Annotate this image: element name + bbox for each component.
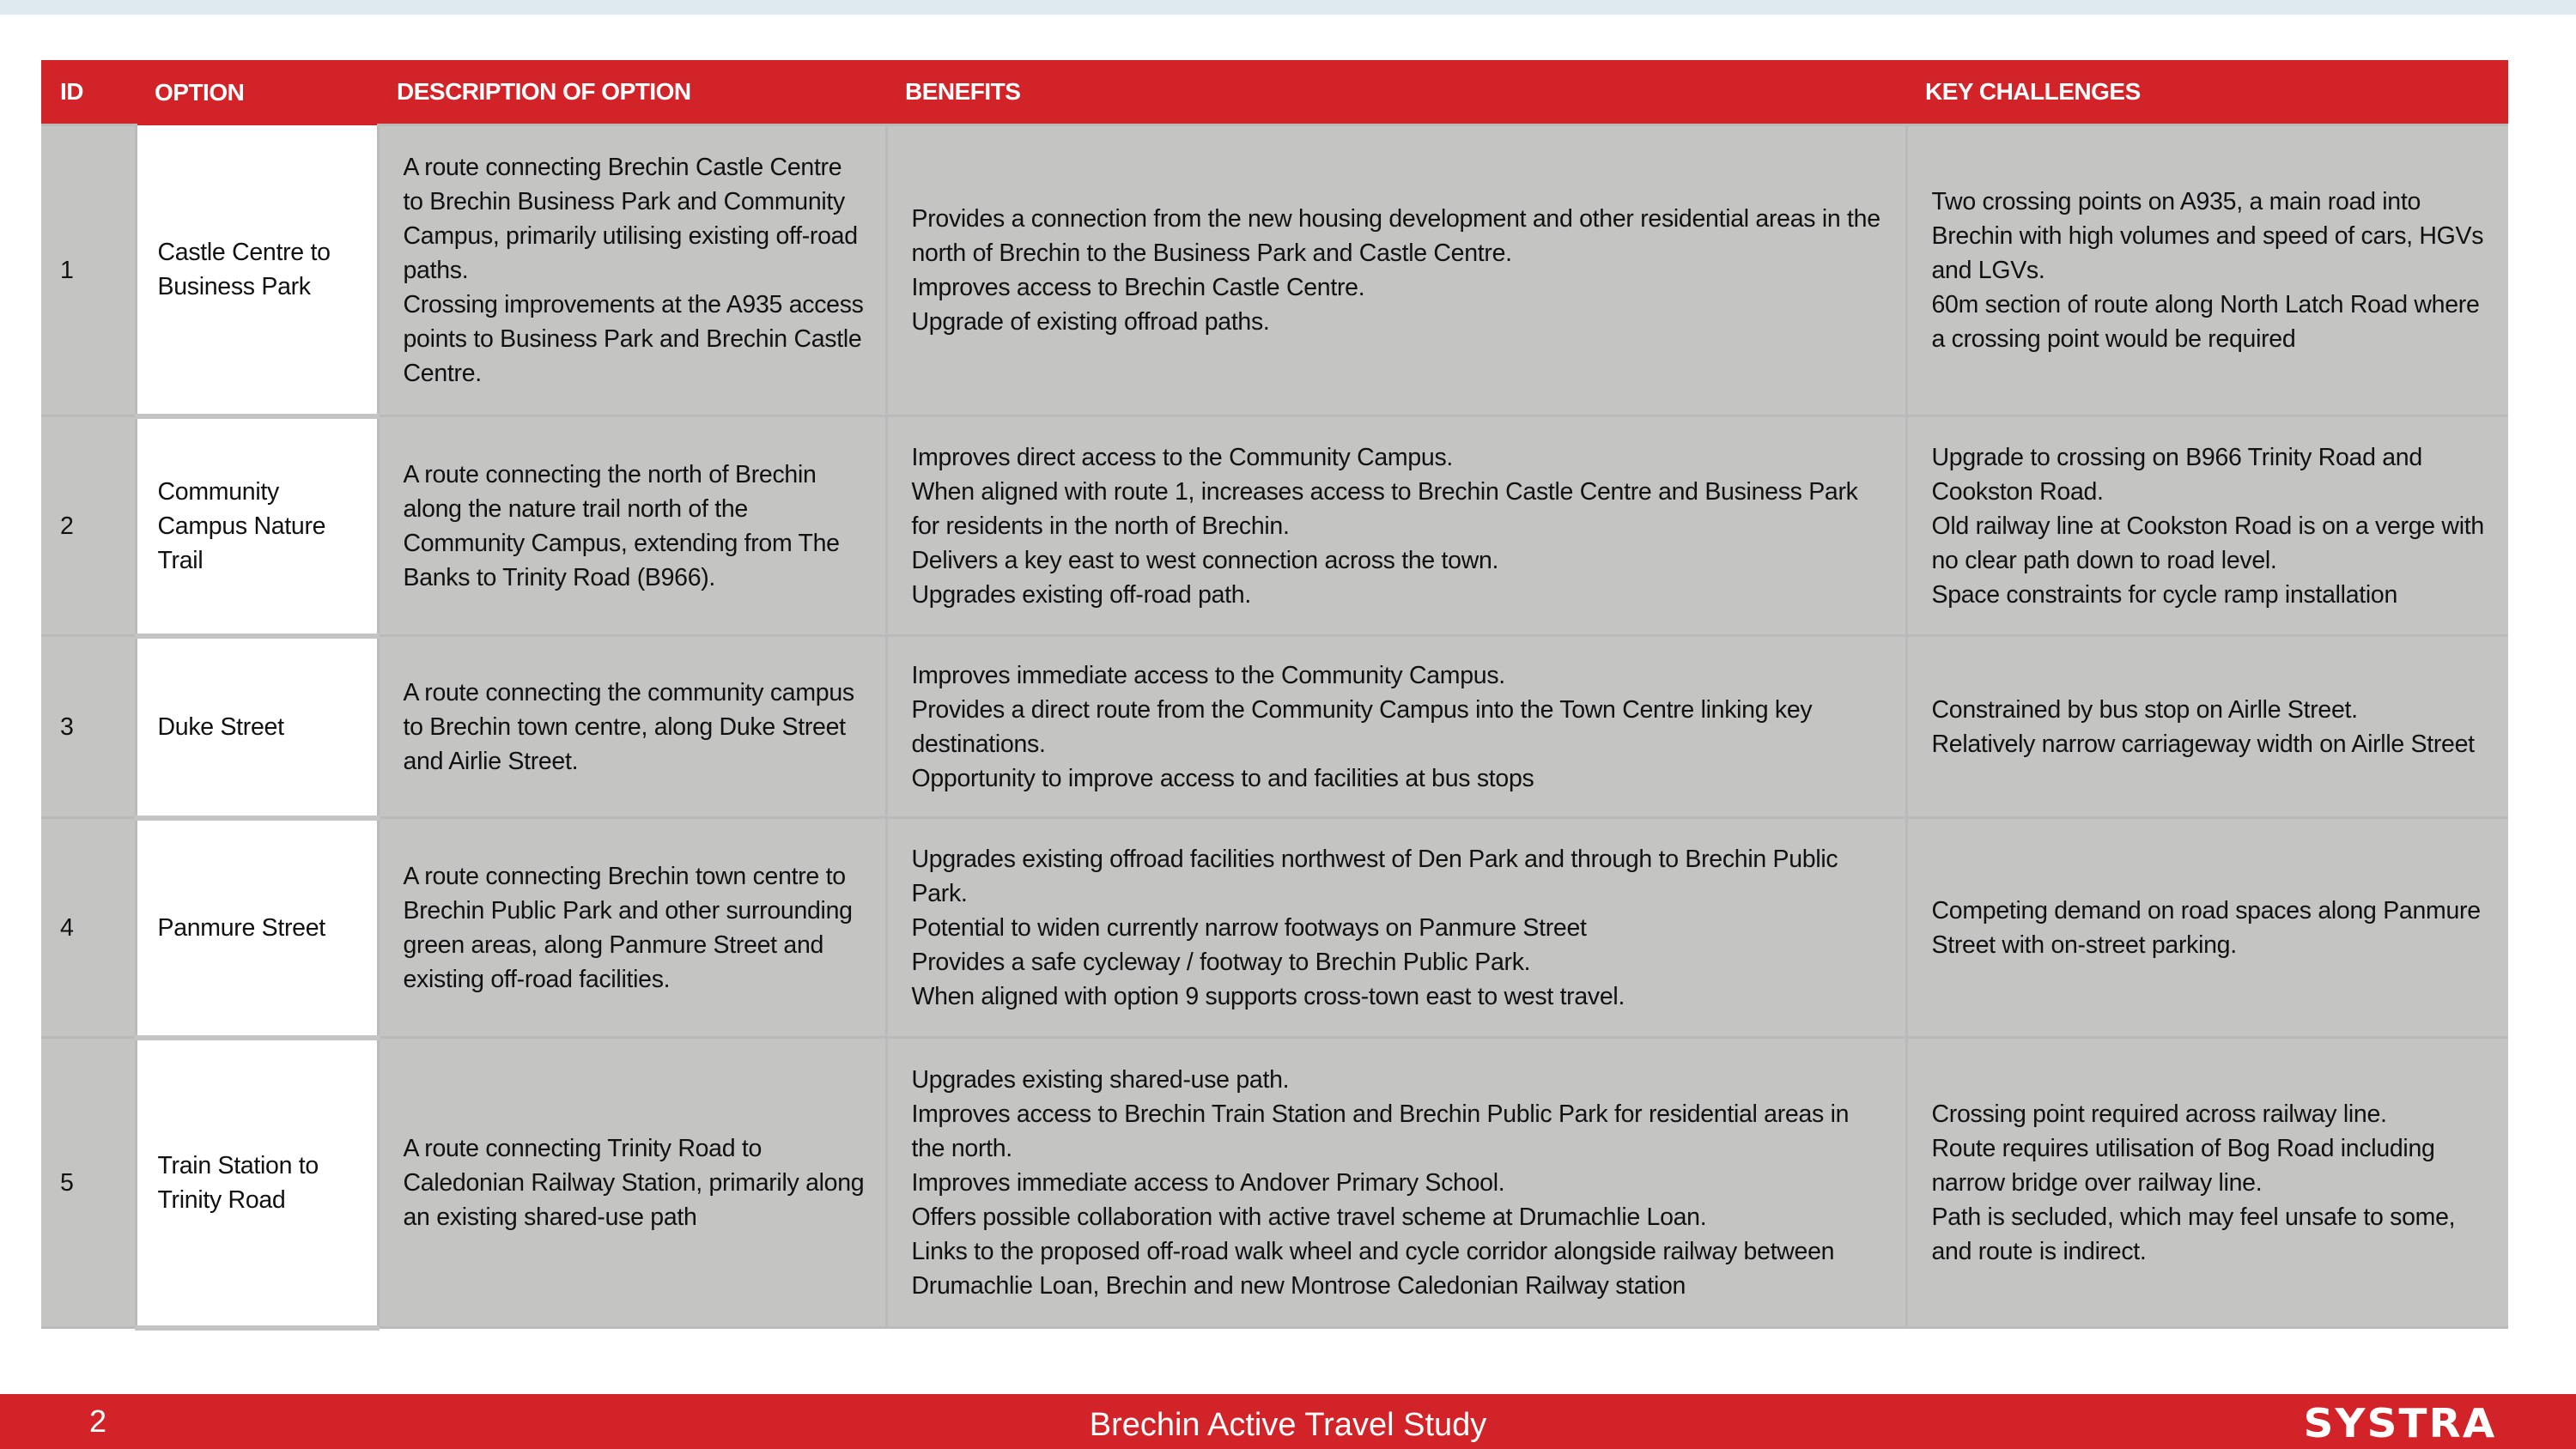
footer-bar bbox=[0, 1394, 2576, 1449]
table-row bbox=[41, 125, 2508, 416]
challenges-line: Constrained by bus stop on Airlle Street. bbox=[1931, 695, 2358, 724]
cell-description bbox=[378, 636, 886, 818]
cell-id: 3 bbox=[41, 636, 136, 818]
description-line: A route connecting Trinity Road to Caledonian Railway Station, primarily along an existing shared-use path bbox=[403, 1134, 865, 1231]
cell-key-challenges bbox=[1906, 1038, 2508, 1328]
benefits-line: Provides a connection from the new housing development and other residential areas in the north of Brechin to the Business Park and Castle Centre. bbox=[911, 205, 1880, 267]
cell-option: Castle Centre to Business Park bbox=[136, 125, 378, 416]
systra-logo: SYSTRA bbox=[2303, 1400, 2497, 1446]
benefits-line: Links to the proposed off-road walk wheel and cycle corridor alongside railway between Drumachlie Loan, Brechin and new Montrose Caledonian Railway station bbox=[911, 1237, 1835, 1300]
benefits-line: Offers possible collaboration with active travel scheme at Drumachlie Loan. bbox=[911, 1203, 1707, 1231]
header-id: ID bbox=[41, 60, 136, 125]
challenges-line: Relatively narrow carriageway width on Airlle Street bbox=[1931, 730, 2475, 758]
header-option: OPTION bbox=[136, 60, 378, 125]
cell-description bbox=[378, 1038, 886, 1328]
cell-description bbox=[378, 416, 886, 636]
benefits-line: Opportunity to improve access to and facilities at bus stops bbox=[911, 764, 1534, 792]
description-line: A route connecting Brechin Castle Centre to Brechin Business Park and Community Campus, primarily utilising existing off-road paths. bbox=[403, 154, 858, 284]
benefits-line: Upgrade of existing offroad paths. bbox=[911, 308, 1270, 336]
cell-option: Panmure Street bbox=[136, 818, 378, 1038]
benefits-line: Upgrades existing shared-use path. bbox=[911, 1065, 1290, 1094]
benefits-line: Improves access to Brechin Train Station and Brechin Public Park for residential areas in the north. bbox=[911, 1100, 1850, 1162]
cell-key-challenges bbox=[1906, 125, 2508, 416]
cell-benefits bbox=[886, 416, 1906, 636]
header-key-challenges: KEY CHALLENGES bbox=[1906, 60, 2508, 125]
cell-id: 5 bbox=[41, 1038, 136, 1328]
benefits-line: Delivers a key east to west connection across the town. bbox=[911, 546, 1499, 574]
challenges-line: 60m section of route along North Latch Road where a crossing point would be required bbox=[1931, 291, 2480, 353]
table-header-row bbox=[41, 60, 2508, 125]
cell-benefits bbox=[886, 818, 1906, 1038]
table-row bbox=[41, 636, 2508, 818]
header-description: DESCRIPTION OF OPTION bbox=[378, 60, 886, 125]
benefits-line: When aligned with option 9 supports cross-town east to west travel. bbox=[911, 982, 1625, 1010]
description-line: A route connecting Brechin town centre to Brechin Public Park and other surrounding green areas, along Panmure Street and existing off-road facilities. bbox=[403, 862, 853, 993]
benefits-line: Provides a safe cycleway / footway to Brechin Public Park. bbox=[911, 948, 1531, 976]
cell-benefits bbox=[886, 125, 1906, 416]
cell-benefits bbox=[886, 1038, 1906, 1328]
challenges-line: Upgrade to crossing on B966 Trinity Road and Cookston Road. bbox=[1931, 443, 2422, 506]
benefits-line: Improves immediate access to the Community Campus. bbox=[911, 661, 1505, 689]
benefits-line: Improves access to Brechin Castle Centre. bbox=[911, 274, 1365, 301]
challenges-line: Path is secluded, which may feel unsafe to some, and route is indirect. bbox=[1931, 1203, 2456, 1265]
table-row bbox=[41, 1038, 2508, 1328]
benefits-line: Improves direct access to the Community Campus. bbox=[911, 443, 1454, 471]
challenges-line: Route requires utilisation of Bog Road including narrow bridge over railway line. bbox=[1931, 1134, 2435, 1197]
cell-id: 1 bbox=[41, 125, 136, 416]
cell-key-challenges bbox=[1906, 416, 2508, 636]
challenges-line: Space constraints for cycle ramp installation bbox=[1931, 580, 2398, 609]
table-row bbox=[41, 818, 2508, 1038]
cell-description bbox=[378, 125, 886, 416]
benefits-line: When aligned with route 1, increases access to Brechin Castle Centre and Business Park for residents in the north of Brechin. bbox=[911, 477, 1858, 540]
benefits-line: Provides a direct route from the Community Campus into the Town Centre linking key destinations. bbox=[911, 695, 1813, 758]
benefits-line: Upgrades existing off-road path. bbox=[911, 580, 1251, 609]
cell-option: Community Campus Nature Trail bbox=[136, 416, 378, 636]
cell-id: 4 bbox=[41, 818, 136, 1038]
top-strip bbox=[0, 0, 2576, 15]
challenges-line: Crossing point required across railway line. bbox=[1931, 1100, 2387, 1128]
challenges-line: Competing demand on road spaces along Panmure Street with on-street parking. bbox=[1931, 896, 2481, 959]
cell-id: 2 bbox=[41, 416, 136, 636]
benefits-line: Potential to widen currently narrow footways on Panmure Street bbox=[911, 913, 1587, 942]
table-row bbox=[41, 416, 2508, 636]
description-line: Crossing improvements at the A935 access points to Business Park and Brechin Castle Centre. bbox=[403, 291, 864, 387]
cell-key-challenges bbox=[1906, 818, 2508, 1038]
benefits-line: Improves immediate access to Andover Primary School. bbox=[911, 1168, 1505, 1197]
footer-title: Brechin Active Travel Study bbox=[1089, 1407, 1487, 1443]
options-table bbox=[41, 60, 2508, 1331]
cell-option: Duke Street bbox=[136, 636, 378, 818]
cell-option: Train Station to Trinity Road bbox=[136, 1038, 378, 1328]
description-line: A route connecting the north of Brechin along the nature trail north of the Community Campus, extending from The Banks to Trinity Road (B966). bbox=[403, 460, 840, 591]
challenges-line: Two crossing points on A935, a main road into Brechin with high volumes and speed of cars, HGVs and LGVs. bbox=[1931, 188, 2484, 284]
description-line: A route connecting the community campus to Brechin town centre, along Duke Street and Airlie Street. bbox=[403, 678, 854, 775]
benefits-line: Upgrades existing offroad facilities northwest of Den Park and through to Brechin Public Park. bbox=[911, 845, 1838, 907]
header-benefits: BENEFITS bbox=[886, 60, 1906, 125]
challenges-line: Old railway line at Cookston Road is on a verge with no clear path down to road level. bbox=[1931, 512, 2484, 574]
cell-benefits bbox=[886, 636, 1906, 818]
cell-description bbox=[378, 818, 886, 1038]
cell-key-challenges bbox=[1906, 636, 2508, 818]
page-number: 2 bbox=[89, 1404, 107, 1439]
